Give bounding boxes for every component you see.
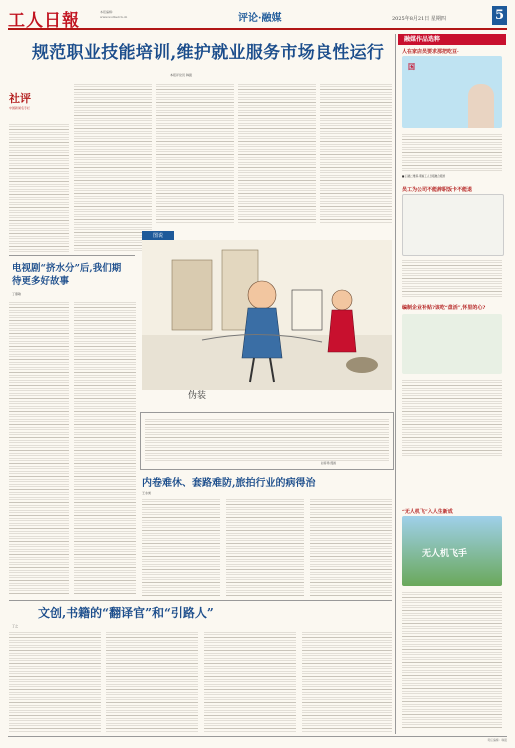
masthead-meta-line1: 本报编辑：	[100, 10, 116, 14]
sidebar-item2-image[interactable]	[402, 194, 504, 256]
books-headline[interactable]: 文创,书籍的“翻译官”和“引路人”	[38, 606, 214, 620]
lead-body-col-5	[320, 82, 392, 224]
cartoon-title: 伪装	[188, 391, 207, 401]
tourism-body-col-3	[310, 497, 392, 597]
lead-byline: 本报评论员 韩振	[170, 73, 192, 77]
sidebar-item1-image[interactable]	[402, 56, 502, 128]
sidebar-item4-image-text: 无人机飞手	[422, 549, 468, 559]
masthead	[8, 6, 507, 30]
sidebar-item4-text	[402, 590, 502, 730]
books-author: 丁之	[12, 624, 19, 628]
left-col-divider	[9, 255, 135, 256]
sidebar-item3-image[interactable]	[402, 314, 502, 374]
tv-drama-headline[interactable]: 电视剧“挤水分”后,我们期待更多好故事	[12, 263, 122, 287]
cartoon-credit: 赵春青/漫画	[321, 461, 336, 465]
sidebar-item1-caption: ■ 扫描二维码,观看工人日报融合报道	[402, 175, 446, 178]
sidebar-item2-text	[402, 258, 502, 298]
editorial-badge-title: 社评	[9, 92, 31, 105]
tv-drama-author: 丁慕敏	[12, 292, 22, 296]
lead-body-col-4	[238, 82, 316, 224]
tourism-body-col-2	[226, 497, 304, 597]
cartoon-label-text: 图说	[152, 233, 163, 239]
issue-date: 2025年8月21日 星期四	[392, 16, 446, 22]
page-number: 5	[492, 6, 507, 25]
sidebar-item1-title[interactable]: 人在家店员要求那把吃豆·	[402, 49, 459, 55]
sidebar-item1-text	[402, 132, 502, 172]
tv-drama-body-col-1	[9, 300, 69, 595]
sidebar-item3-text	[402, 378, 502, 458]
tourism-body-col-1	[142, 497, 220, 597]
books-body-col-3	[204, 630, 296, 732]
cartoon-svg	[142, 240, 392, 390]
cartoon-illustration	[142, 240, 392, 410]
newspaper-logo: 工人日報	[8, 11, 80, 31]
lead-body-col-3	[156, 82, 234, 224]
media-sidebar	[398, 34, 506, 734]
sidebar-item1-person	[468, 84, 494, 128]
cartoon-caption-text	[145, 417, 389, 461]
lead-body-col-2	[74, 82, 152, 252]
cartoon-caption-box	[140, 412, 394, 470]
books-body-col-2	[106, 630, 198, 732]
sidebar-item2-title[interactable]: 员工为公司不能辞职饭卡不能退	[402, 187, 473, 193]
masthead-meta	[100, 10, 127, 20]
tourism-headline[interactable]: 内卷难休、套路难防,旅拍行业的病得治	[142, 478, 316, 489]
tv-drama-body-col-2	[74, 300, 136, 595]
section-title: 评论·融媒	[238, 13, 282, 24]
lead-body-col-1	[9, 122, 69, 254]
lead-headline[interactable]: 规范职业技能培训,维护就业服务市场良性运行	[32, 43, 385, 63]
footer-right: 责任编辑：韩振	[487, 738, 507, 742]
sidebar-header: 融媒作品选粹	[398, 34, 506, 45]
books-divider	[9, 600, 392, 601]
editorial-badge	[9, 90, 69, 118]
masthead-meta-line2: www.workercn.cn	[100, 15, 128, 19]
sidebar-item3-title[interactable]: 编制企业补贴?该吃“盘活”,怀里的心?	[402, 305, 486, 311]
page-footer	[8, 736, 507, 745]
tourism-author: 王永昶	[142, 491, 152, 495]
books-body-col-1	[9, 630, 101, 732]
editorial-badge-subtitle: 中国新闻名专栏	[9, 106, 31, 110]
sidebar-item4-title[interactable]: “无人机飞”入人生新成	[402, 509, 453, 515]
sidebar-item1-tag: 国	[408, 62, 415, 71]
sidebar-item4-image[interactable]	[402, 516, 502, 586]
books-body-col-4	[302, 630, 392, 732]
sidebar-divider	[395, 34, 396, 734]
